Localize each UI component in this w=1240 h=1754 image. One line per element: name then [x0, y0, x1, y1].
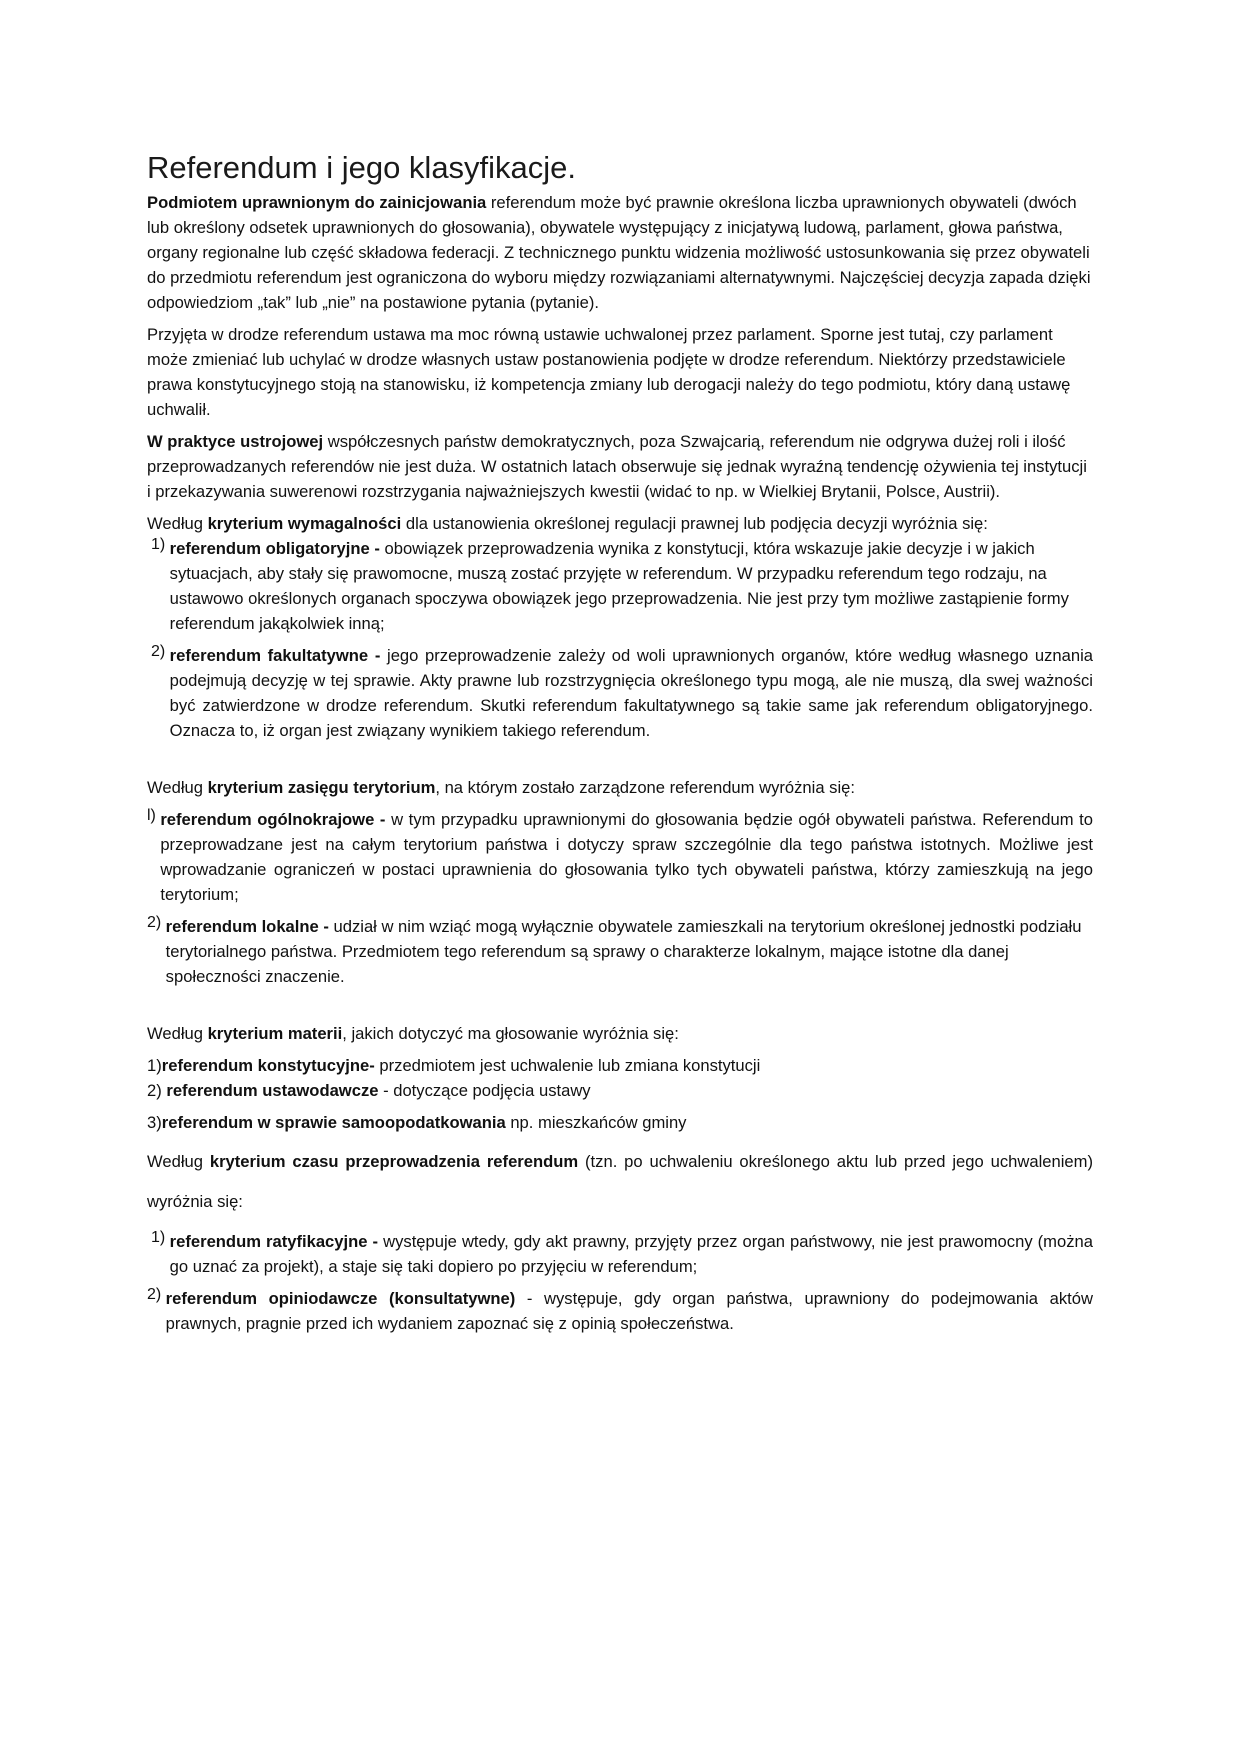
- list-item: [147, 1229, 1093, 1279]
- heading-criterion: kryterium zasięgu terytorium: [207, 778, 436, 797]
- list-item: [147, 1053, 1093, 1078]
- document-page: [147, 150, 1093, 1336]
- list-item-text: [170, 536, 1093, 636]
- paragraph-text: referendum może być prawnie określona liczba uprawnionych obywateli (dwóch lub określony odsetek uprawnionych do głosowania), obywatele występujący z inicjatywą ludową, parlament, głowa państwa, organy regionalne lub część składowa federacji. Z technicznego punktu widzenia możliwość ustosunkowania się przez obywateli do przedmiotu referendum jest ograniczona do wyboru między rozwiązaniami alternatywnymi. Najczęściej decyzja zapada dzięki odpowiedziom „tak” lub „nie” na postawione pytania (pytanie).: [147, 193, 1091, 312]
- list-description: - dotyczące podjęcia ustawy: [378, 1081, 591, 1100]
- heading-suffix: (tzn. po uchwaleniu określonego aktu lub przed jego uchwaleniem) wyróżnia się:: [147, 1152, 1093, 1211]
- paragraph-text: współczesnych państw demokratycznych, poza Szwajcarią, referendum nie odgrywa dużej roli i ilość przeprowadzanych referendów nie jest duża. W ostatnich latach obserwuje się jednak wyraźną tendencję ożywienia tej instytucji i przekazywania suwerenowi rozstrzygania najważniejszych kwestii (widać to np. w Wielkiej Brytanii, Polsce, Austrii).: [147, 432, 1087, 501]
- section-heading-timing: [147, 1142, 1093, 1222]
- list-description: występuje wtedy, gdy akt prawny, przyjęty przez organ państwowy, nie jest prawomocny (można go uznać za projekt), a staje się taki dopiero po przyjęciu w referendum;: [169, 1232, 1093, 1276]
- heading-criterion: kryterium czasu przeprowadzenia referendum: [209, 1152, 579, 1171]
- list-description: obowiązek przeprowadzenia wynika z konstytucji, która wskazuje jakie decyzje i w jakich sytuacjach, aby stały się prawomocne, muszą zostać przyjęte w referendum. W przypadku referendum tego rodzaju, na ustawowo określonych organach spoczywa obowiązek jego przeprowadzenia. Nie jest przy tym możliwe zastąpienie formy referendum jakąkolwiek inną;: [169, 539, 1069, 633]
- list-item-text: [170, 643, 1093, 743]
- list-number: 2): [147, 914, 166, 931]
- heading-prefix: Według: [147, 514, 208, 533]
- list-description: - występuje, gdy organ państwa, uprawniony do podejmowania aktów prawnych, pragnie przed ich wydaniem zapoznać się z opinią społeczeństwa.: [165, 1289, 1093, 1333]
- list-number: 3): [147, 1113, 162, 1132]
- paragraph-practice: [147, 429, 1093, 504]
- list-number: 1): [151, 1229, 170, 1246]
- list-term: referendum ratyfikacyjne -: [169, 1232, 379, 1251]
- list-item: [147, 643, 1093, 743]
- bold-phrase: Podmiotem uprawnionym do zainicjowania: [147, 193, 487, 212]
- document-title: Referendum i jego klasyfikacje.: [147, 150, 577, 185]
- list-term: referendum fakultatywne -: [169, 646, 381, 665]
- heading-suffix: , na którym zostało zarządzone referendum wyróżnia się:: [435, 778, 855, 797]
- list-term: referendum opiniodawcze (konsultatywne): [165, 1289, 516, 1308]
- bold-phrase: W praktyce ustrojowej: [147, 432, 324, 451]
- list-description: np. mieszkańców gminy: [505, 1113, 687, 1132]
- list-item-text: [166, 914, 1093, 989]
- list-term: referendum konstytucyjne-: [161, 1056, 375, 1075]
- list-description: w tym przypadku uprawnionymi do głosowania będzie ogół obywateli państwa. Referendum to przeprowadzane jest na całym terytorium państwa i dotyczy spraw szczególnie dla tego państwa istotnych. Możliwe jest wprowadzanie ograniczeń w postaci uprawnienia do głosowania tylko tych obywateli państwa, którzy zamieszkują na jego terytorium;: [160, 810, 1093, 904]
- list-item: [147, 807, 1093, 907]
- list-number: 1): [147, 1056, 162, 1075]
- paragraph-initiative: [147, 190, 1093, 315]
- list-term: referendum ustawodawcze: [166, 1081, 379, 1100]
- list-number: 2): [147, 1081, 167, 1100]
- list-term: referendum ogólnokrajowe -: [160, 810, 386, 829]
- list-term: referendum obligatoryjne -: [169, 539, 380, 558]
- heading-suffix: dla ustanowienia określonej regulacji prawnej lub podjęcia decyzji wyróżnia się:: [401, 514, 988, 533]
- section-heading-territory: [147, 775, 1093, 800]
- list-term: referendum lokalne -: [165, 917, 329, 936]
- list-description: jego przeprowadzenie zależy od woli uprawnionych organów, które według własnego uznania podejmują decyzję w tej sprawie. Akty prawne lub rozstrzygnięcia określonego typu mogą, ale nie muszą, dla swej ważności być zatwierdzone w drodze referendum. Skutki referendum fakultatywnego są takie same jak referendum obligatoryjnego. Oznacza to, iż organ jest związany wynikiem takiego referendum.: [169, 646, 1093, 740]
- list-term: referendum w sprawie samoopodatkowania: [161, 1113, 506, 1132]
- heading-criterion: kryterium materii: [207, 1024, 343, 1043]
- section-heading-requirement: [147, 511, 1093, 536]
- list-item: [147, 1078, 1093, 1103]
- list-number: 2): [147, 1286, 166, 1303]
- list-item: [147, 1110, 1093, 1135]
- list-item-text: [170, 1229, 1093, 1279]
- list-item-text: [160, 807, 1093, 907]
- paragraph-statute: Przyjęta w drodze referendum ustawa ma moc równą ustawie uchwalonej przez parlament. Sporne jest tutaj, czy parlament może zmieniać lub uchylać w drodze własnych ustaw postanowienia podjęte w drodze referendum. Niektórzy przedstawiciele prawa konstytucyjnego stoją na stanowisku, iż kompetencja zmiany lub derogacji należy do tego podmiotu, który daną ustawę uchwalił.: [147, 325, 1071, 419]
- heading-prefix: Według: [147, 1152, 210, 1171]
- list-number: 1): [151, 536, 170, 553]
- heading-prefix: Według: [147, 1024, 208, 1043]
- list-item: [147, 536, 1093, 636]
- list-description: przedmiotem jest uchwalenie lub zmiana konstytucji: [374, 1056, 761, 1075]
- list-number: 2): [151, 643, 170, 660]
- heading-criterion: kryterium wymagalności: [207, 514, 402, 533]
- list-item: [147, 1286, 1093, 1336]
- list-item-text: [166, 1286, 1093, 1336]
- heading-suffix: , jakich dotyczyć ma głosowanie wyróżnia się:: [342, 1024, 679, 1043]
- list-item: [147, 914, 1093, 989]
- heading-prefix: Według: [147, 778, 208, 797]
- list-number: l): [147, 807, 161, 824]
- list-description: udział w nim wziąć mogą wyłącznie obywatele zamieszkali na terytorium określonej jednostki podziału terytorialnego państwa. Przedmiotem tego referendum są sprawy o charakterze lokalnym, mające istotne dla danej społeczności znaczenie.: [165, 917, 1082, 986]
- section-heading-matter: [147, 1021, 1093, 1046]
